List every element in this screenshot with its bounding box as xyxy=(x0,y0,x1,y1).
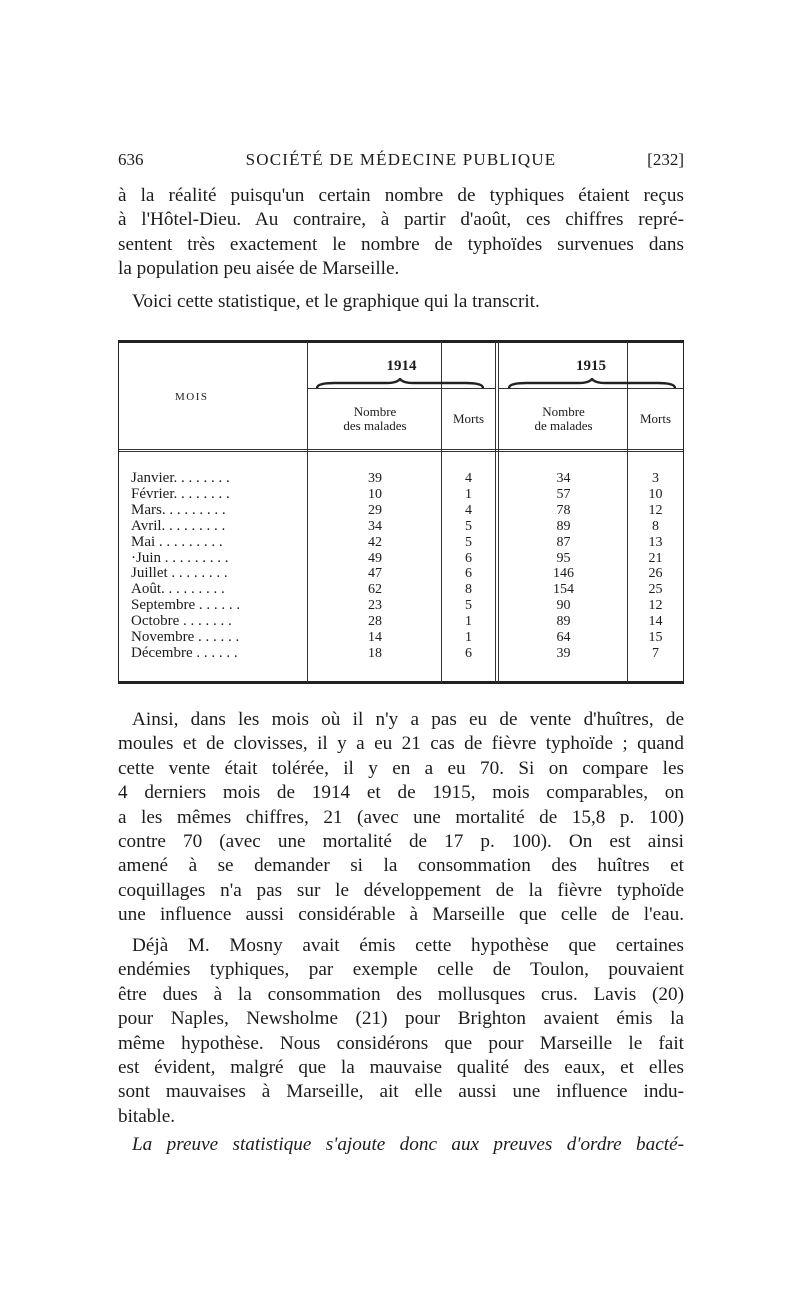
paragraph-2 xyxy=(118,290,684,314)
value-cell: 39 xyxy=(556,645,571,661)
running-title: SOCIÉTÉ DE MÉDECINE PUBLIQUE xyxy=(245,150,557,169)
column-rule-double xyxy=(495,341,499,683)
value-cell: 47 xyxy=(368,566,382,582)
brace-1915 xyxy=(507,378,677,390)
text-line: 4 derniers mois de 1914 et de 1915, mois comparables, on xyxy=(118,782,684,804)
value-cell: 90 xyxy=(556,598,571,614)
month-cell: Juillet . . . . . . . . xyxy=(131,565,228,582)
table-bottom-rule xyxy=(118,681,684,684)
text-line: bitable. xyxy=(118,1105,176,1127)
section-page-number: [232] xyxy=(647,150,684,169)
value-cell: 6 xyxy=(465,566,472,582)
value-cell: 42 xyxy=(368,534,382,550)
text-line: même hypothèse. Nous considérons que pour Marseille le fait xyxy=(118,1032,684,1054)
value-cell: 64 xyxy=(556,630,571,646)
value-cell: 23 xyxy=(368,598,382,614)
text-line: endémies typhiques, par exemple celle de Toulon, pouvaient xyxy=(118,959,684,981)
subheading-line: des malades xyxy=(343,418,407,433)
brace-1914 xyxy=(315,378,485,390)
text-line: est évident, malgré que la mauvaise qualité des eaux, et elles xyxy=(118,1057,684,1079)
text-line: cette vente était tolérée, il y en a eu 70. Si on compare les xyxy=(118,757,684,779)
value-cell: 8 xyxy=(652,518,659,534)
value-cell: 29 xyxy=(368,502,382,518)
value-cell: 5 xyxy=(465,534,472,550)
year-heading-1915: 1915 xyxy=(576,358,606,374)
malades-1915-column xyxy=(500,471,627,662)
text-line: moules et de clovisses, il y a eu 21 cas de fièvre typhoïde ; quand xyxy=(118,733,684,755)
subheading-morts-1914: Morts xyxy=(452,411,485,426)
subheading-malades-1915 xyxy=(500,405,627,433)
table-top-rule xyxy=(118,340,684,343)
year-heading-1914: 1914 xyxy=(386,358,417,374)
month-cell: Novembre . . . . . . xyxy=(131,629,240,646)
text-line: Déjà M. Mosny avait émis cette hypothèse que certaines xyxy=(132,935,684,956)
paragraph-1 xyxy=(118,184,684,282)
subheading-line: Nombre xyxy=(542,404,585,419)
value-cell: 12 xyxy=(648,502,663,518)
value-cell: 95 xyxy=(556,550,571,566)
subheading-malades-1914 xyxy=(309,405,441,433)
text-line: sont mauvaises à Marseille, ait elle aussi une influence indu- xyxy=(118,1081,684,1103)
value-cell: 7 xyxy=(652,645,659,661)
text-line: à l'Hôtel-Dieu. Au contraire, à partir d'août, ces chiffres repré- xyxy=(118,209,684,231)
month-cell: ·Juin . . . . . . . . . xyxy=(131,549,229,566)
text-line: être dues à la consommation des mollusques crus. Lavis (20) xyxy=(118,983,684,1005)
value-cell: 89 xyxy=(556,614,571,630)
page-number: 636 xyxy=(118,150,144,169)
value-cell: 5 xyxy=(465,598,472,614)
months-column xyxy=(131,471,240,662)
header-rule xyxy=(119,449,683,452)
value-cell: 39 xyxy=(368,471,382,486)
subheading-line: de malades xyxy=(534,418,593,433)
statistics-table xyxy=(118,340,684,684)
month-cell: Octobre . . . . . . . xyxy=(131,613,232,630)
value-cell: 28 xyxy=(368,614,382,630)
value-cell: 14 xyxy=(368,630,382,646)
value-cell: 78 xyxy=(556,502,571,518)
value-cell: 21 xyxy=(648,550,663,566)
text-line: une influence aussi considérable à Marseille que celle de l'eau. xyxy=(118,904,684,926)
value-cell: 154 xyxy=(553,582,574,598)
value-cell: 34 xyxy=(368,518,382,534)
text-line: a les mêmes chiffres, 21 (avec une mortalité de 15,8 p. 100) xyxy=(118,806,684,828)
value-cell: 34 xyxy=(556,471,571,486)
value-cell: 146 xyxy=(553,566,574,582)
text-line: la population peu aisée de Marseille. xyxy=(118,258,400,280)
value-cell: 26 xyxy=(648,566,663,582)
value-cell: 4 xyxy=(465,502,472,518)
month-cell: Décembre . . . . . . xyxy=(131,644,238,661)
month-cell: Janvier. . . . . . . . xyxy=(131,470,230,486)
value-cell: 1 xyxy=(465,630,472,646)
value-cell: 87 xyxy=(556,534,571,550)
month-cell: Mai . . . . . . . . . xyxy=(131,533,223,550)
month-cell: Août. . . . . . . . . xyxy=(131,581,225,598)
value-cell: 4 xyxy=(465,471,472,486)
value-cell: 1 xyxy=(465,486,472,502)
value-cell: 13 xyxy=(648,534,663,550)
value-cell: 62 xyxy=(368,582,382,598)
value-cell: 6 xyxy=(465,645,472,661)
column-rule xyxy=(307,341,308,683)
text-line: amené à se demander si la consommation des huîtres et xyxy=(118,855,684,877)
value-cell: 10 xyxy=(368,486,382,502)
value-cell: 10 xyxy=(648,486,663,502)
month-cell: Septembre . . . . . . xyxy=(131,597,241,614)
value-cell: 25 xyxy=(648,582,663,598)
value-cell: 3 xyxy=(652,471,659,486)
text-line: sentent très exactement le nombre de typhoïdes survenues dans xyxy=(118,233,684,255)
mois-heading: MOIS xyxy=(175,391,209,403)
malades-1914-column xyxy=(309,471,441,662)
value-cell: 8 xyxy=(465,582,472,598)
month-cell: Avril. . . . . . . . . xyxy=(131,517,226,534)
paragraph-4 xyxy=(118,934,684,1129)
text-line: La preuve statistique s'ajoute donc aux preuves d'ordre bacté- xyxy=(132,1134,684,1155)
text-line: à la réalité puisqu'un certain nombre de typhiques étaient reçus xyxy=(118,185,684,206)
month-cell: Mars. . . . . . . . . xyxy=(131,501,226,518)
text-line: pour Naples, Newsholme (21) pour Brighton avaient émis la xyxy=(118,1008,684,1030)
value-cell: 12 xyxy=(648,598,663,614)
text-line: Voici cette statistique, et le graphique qui la transcrit. xyxy=(132,291,540,312)
text-line: contre 70 (avec une mortalité de 17 p. 100). On est ainsi xyxy=(118,831,684,853)
value-cell: 1 xyxy=(465,614,472,630)
value-cell: 14 xyxy=(648,614,663,630)
value-cell: 49 xyxy=(368,550,382,566)
value-cell: 15 xyxy=(648,630,663,646)
text-line: Ainsi, dans les mois où il n'y a pas eu de vente d'huîtres, de xyxy=(132,709,684,730)
morts-1915-column xyxy=(628,471,683,662)
month-cell: Février. . . . . . . . xyxy=(131,485,230,502)
value-cell: 6 xyxy=(465,550,472,566)
subheading-morts-1915: Morts xyxy=(639,411,672,426)
running-header xyxy=(118,150,684,174)
morts-1914-column xyxy=(442,471,495,662)
value-cell: 57 xyxy=(556,486,571,502)
paragraph-3 xyxy=(118,708,684,928)
value-cell: 18 xyxy=(368,645,382,661)
value-cell: 5 xyxy=(465,518,472,534)
value-cell: 89 xyxy=(556,518,571,534)
subheading-line: Nombre xyxy=(353,404,397,419)
paragraph-5 xyxy=(118,1133,684,1157)
text-line: coquillages n'a pas sur le développement de la fièvre typhoïde xyxy=(118,879,684,901)
